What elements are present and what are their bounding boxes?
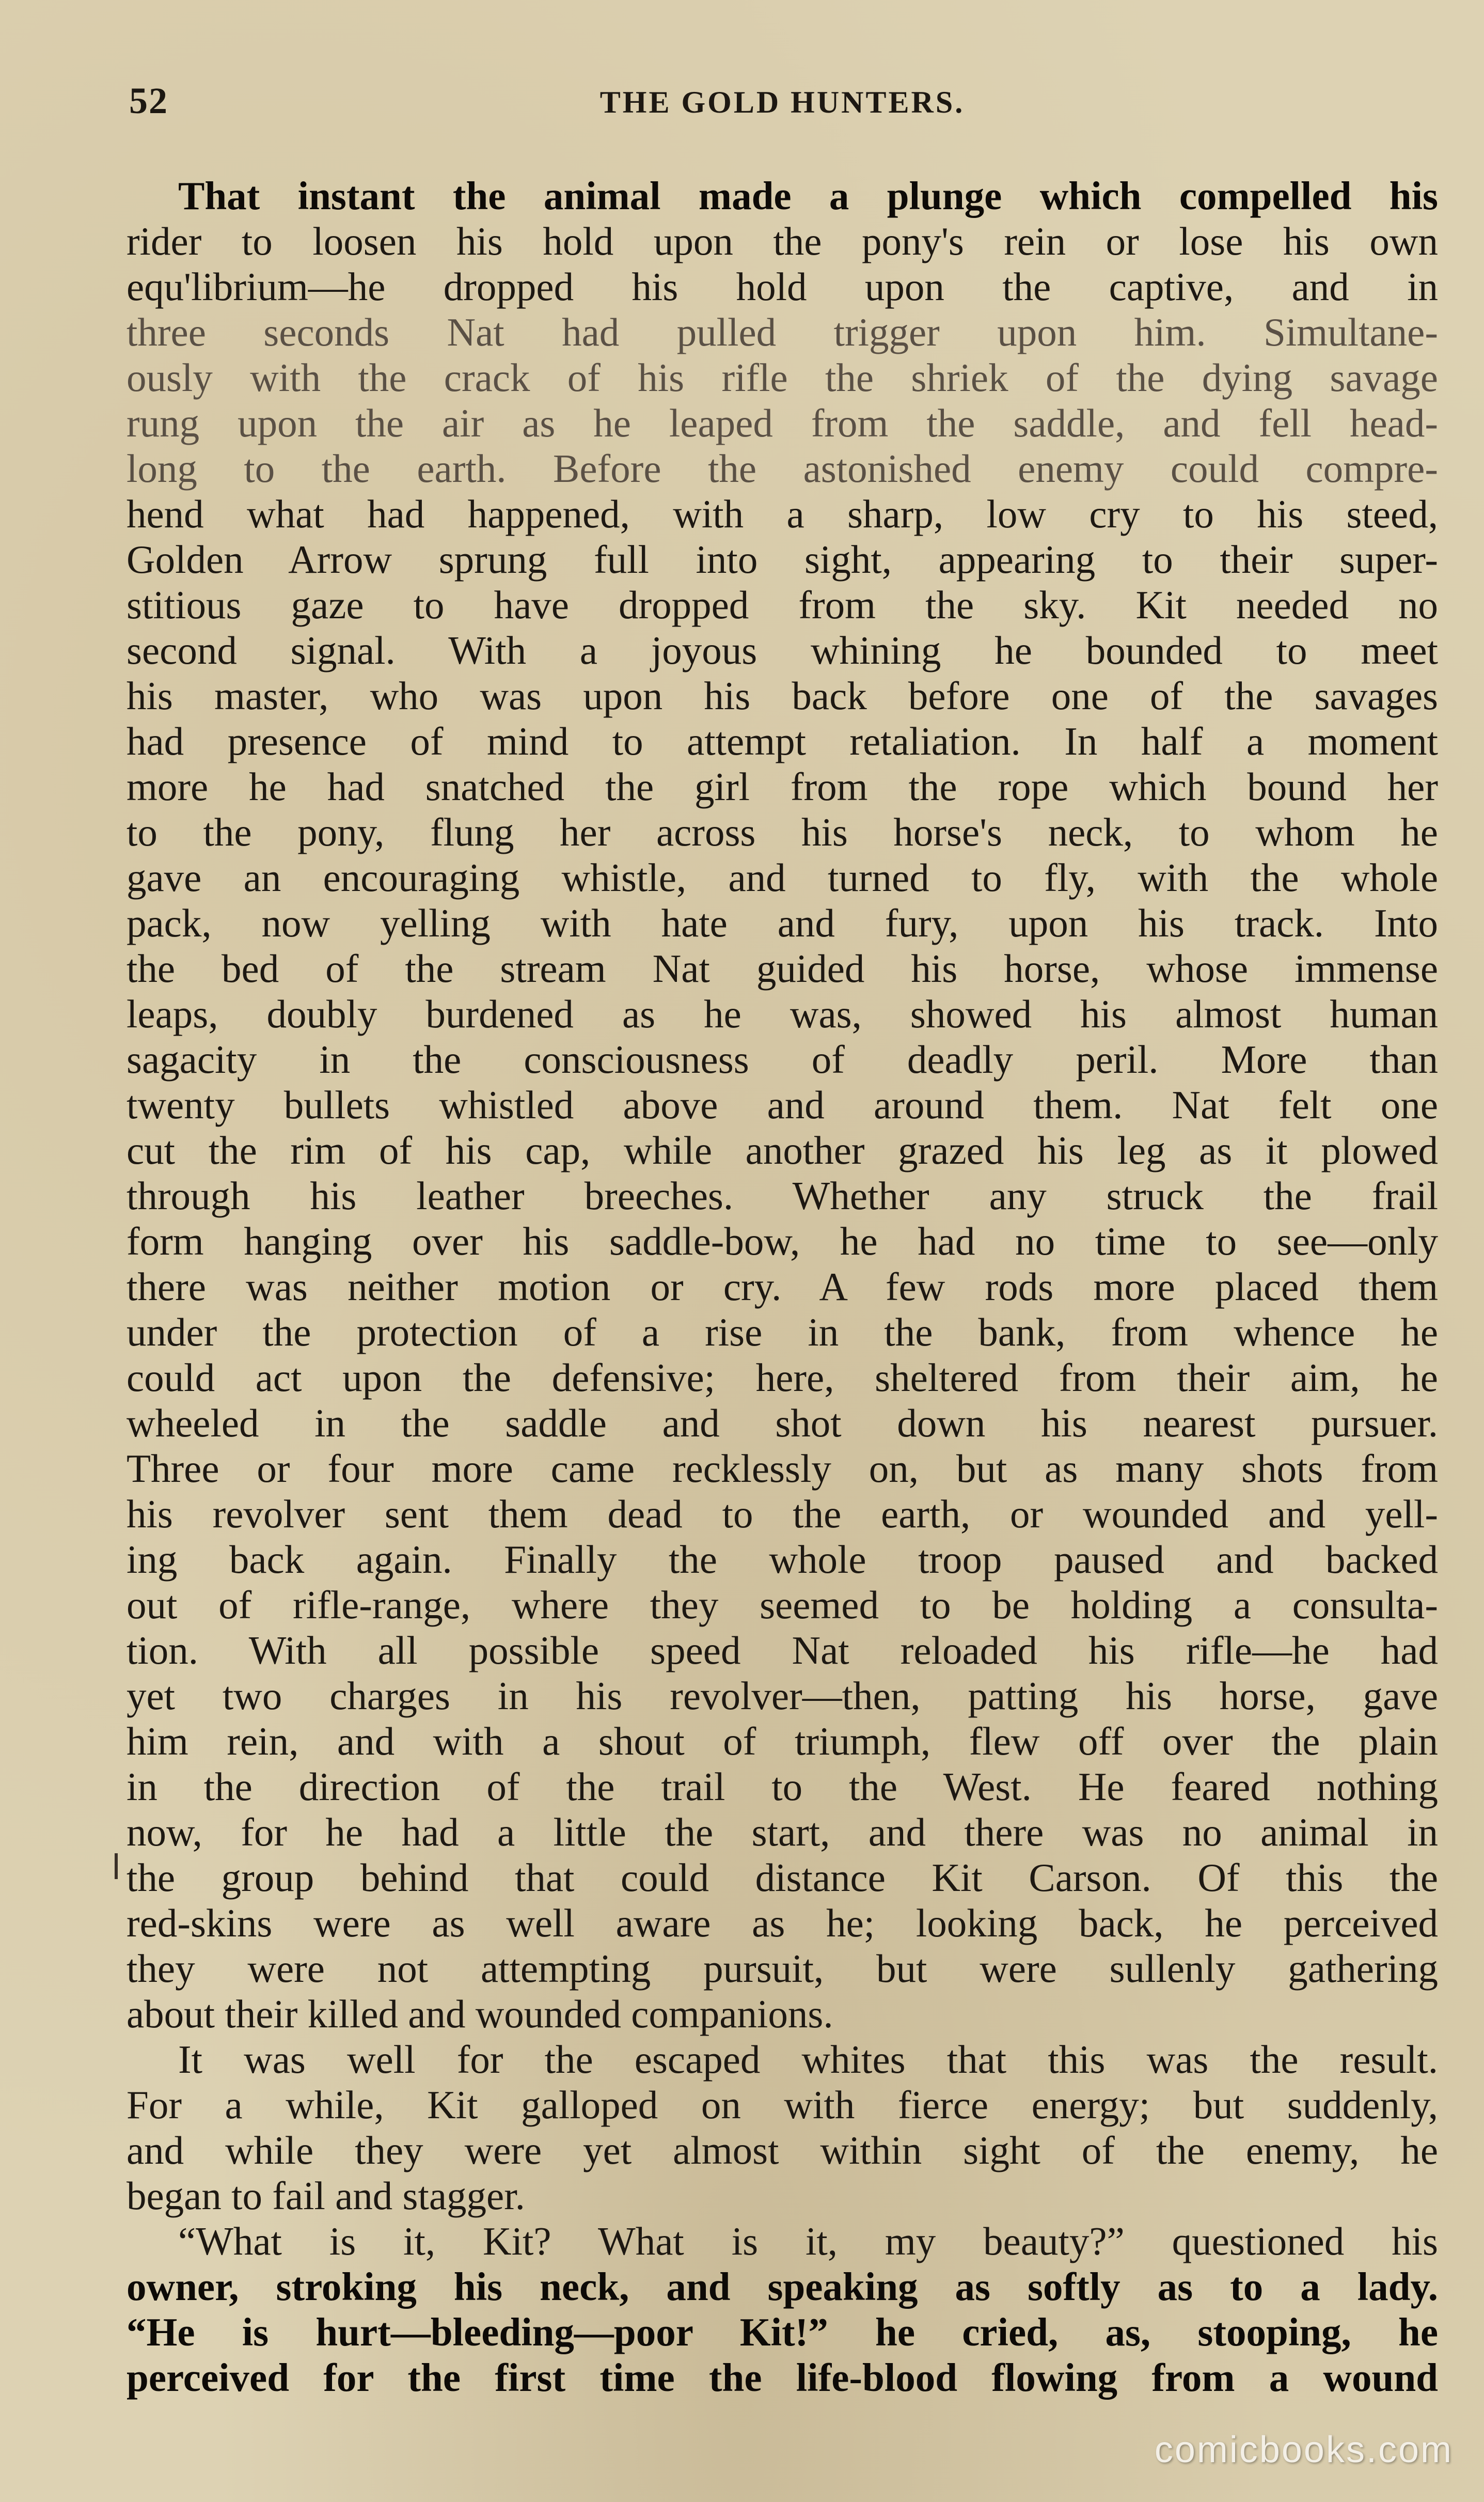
text-line: there was neither motion or cry. A few rods more placed them bbox=[127, 1264, 1438, 1309]
text-line: leaps, doubly burdened as he was, showed his almost human bbox=[127, 992, 1438, 1036]
text-line: pack, now yelling with hate and fury, upon his track. Into bbox=[127, 901, 1438, 945]
book-title: THE GOLD HUNTERS. bbox=[599, 85, 965, 119]
text-line: out of rifle-range, where they seemed to be holding a consulta- bbox=[127, 1583, 1438, 1627]
text-line: about their killed and wounded companions. bbox=[127, 1992, 833, 2036]
text-line: “What is it, Kit? What is it, my beauty?” questioned his bbox=[178, 2219, 1438, 2263]
text-line: they were not attempting pursuit, but were sullenly gathering bbox=[127, 1946, 1438, 1991]
paragraph bbox=[127, 173, 1438, 2037]
text-line: the bed of the stream Nat guided his horse, whose immense bbox=[127, 946, 1438, 991]
text-line: and while they were yet almost within sight of the enemy, he bbox=[127, 2128, 1438, 2172]
text-line: For a while, Kit galloped on with fierce energy; but suddenly, bbox=[127, 2083, 1438, 2127]
text-line: form hanging over his saddle-bow, he had no time to see—only bbox=[127, 1219, 1438, 1263]
text-line: in the direction of the trail to the West. He feared nothing bbox=[127, 1764, 1438, 1809]
text-line: him rein, and with a shout of triumph, flew off over the plain bbox=[127, 1719, 1438, 1763]
text-line: rider to loosen his hold upon the pony's rein or lose his own bbox=[127, 219, 1438, 263]
text-line: yet two charges in his revolver—then, patting his horse, gave bbox=[127, 1674, 1438, 1718]
text-line: Golden Arrow sprung full into sight, appearing to their super- bbox=[127, 537, 1438, 582]
text-line: his revolver sent them dead to the earth, or wounded and yell- bbox=[127, 1492, 1438, 1536]
text-line: now, for he had a little the start, and there was no animal in bbox=[127, 1810, 1438, 1854]
text-line: wheeled in the saddle and shot down his nearest pursuer. bbox=[127, 1401, 1438, 1445]
text-line: red-skins were as well aware as he; looking back, he perceived bbox=[127, 1901, 1438, 1945]
text-line: tion. With all possible speed Nat reloaded his rifle—he had bbox=[127, 1628, 1438, 1672]
text-line: gave an encouraging whistle, and turned to fly, with the whole bbox=[127, 855, 1438, 900]
text-line: perceived for the first time the life-blood flowing from a wound bbox=[127, 2355, 1438, 2400]
text-line: equ'librium—he dropped his hold upon the captive, and in bbox=[127, 264, 1438, 309]
text-line: more he had snatched the girl from the rope which bound her bbox=[127, 764, 1438, 809]
text-line: his master, who was upon his back before one of the savages bbox=[127, 674, 1438, 718]
text-line: ing back again. Finally the whole troop paused and backed bbox=[127, 1537, 1438, 1582]
text-line: “He is hurt—bleeding—poor Kit!” he cried, as, stooping, he bbox=[127, 2310, 1438, 2354]
text-line: twenty bullets whistled above and around them. Nat felt one bbox=[127, 1083, 1438, 1127]
text-line: under the protection of a rise in the bank, from whence he bbox=[127, 1310, 1438, 1354]
text-line: owner, stroking his neck, and speaking as softly as to a lady. bbox=[127, 2264, 1438, 2309]
paragraph bbox=[127, 2218, 1438, 2400]
text-line: rung upon the air as he leaped from the saddle, and fell head- bbox=[127, 401, 1438, 445]
text-line: three seconds Nat had pulled trigger upon him. Simultane- bbox=[127, 310, 1438, 354]
watermark-logo: comicbooks.com bbox=[1154, 2429, 1453, 2470]
text-line: cut the rim of his cap, while another grazed his leg as it plowed bbox=[127, 1128, 1438, 1172]
paragraph bbox=[127, 2037, 1438, 2218]
text-line: stitious gaze to have dropped from the sky. Kit needed no bbox=[127, 583, 1438, 627]
text-line: began to fail and stagger. bbox=[127, 2173, 525, 2218]
running-head bbox=[129, 77, 1435, 134]
text-line: through his leather breeches. Whether any struck the frail bbox=[127, 1174, 1438, 1218]
text-line: long to the earth. Before the astonished enemy could compre- bbox=[127, 446, 1438, 491]
body-text bbox=[127, 173, 1438, 2400]
margin-mark bbox=[115, 1853, 118, 1879]
text-line: It was well for the escaped whites that this was the result. bbox=[178, 2037, 1438, 2082]
page-number: 52 bbox=[129, 80, 168, 121]
text-line: second signal. With a joyous whining he bounded to meet bbox=[127, 628, 1438, 673]
text-line: That instant the animal made a plunge which compelled his bbox=[178, 174, 1438, 218]
text-line: sagacity in the consciousness of deadly peril. More than bbox=[127, 1037, 1438, 1082]
text-line: to the pony, flung her across his horse's neck, to whom he bbox=[127, 810, 1438, 854]
text-line: had presence of mind to attempt retaliation. In half a moment bbox=[127, 719, 1438, 763]
text-line: Three or four more came recklessly on, but as many shots from bbox=[127, 1446, 1438, 1491]
text-line: ously with the crack of his rifle the shriek of the dying savage bbox=[127, 355, 1438, 400]
text-line: the group behind that could distance Kit Carson. Of this the bbox=[127, 1855, 1438, 1900]
text-line: could act upon the defensive; here, sheltered from their aim, he bbox=[127, 1355, 1438, 1400]
text-line: hend what had happened, with a sharp, low cry to his steed, bbox=[127, 492, 1438, 536]
